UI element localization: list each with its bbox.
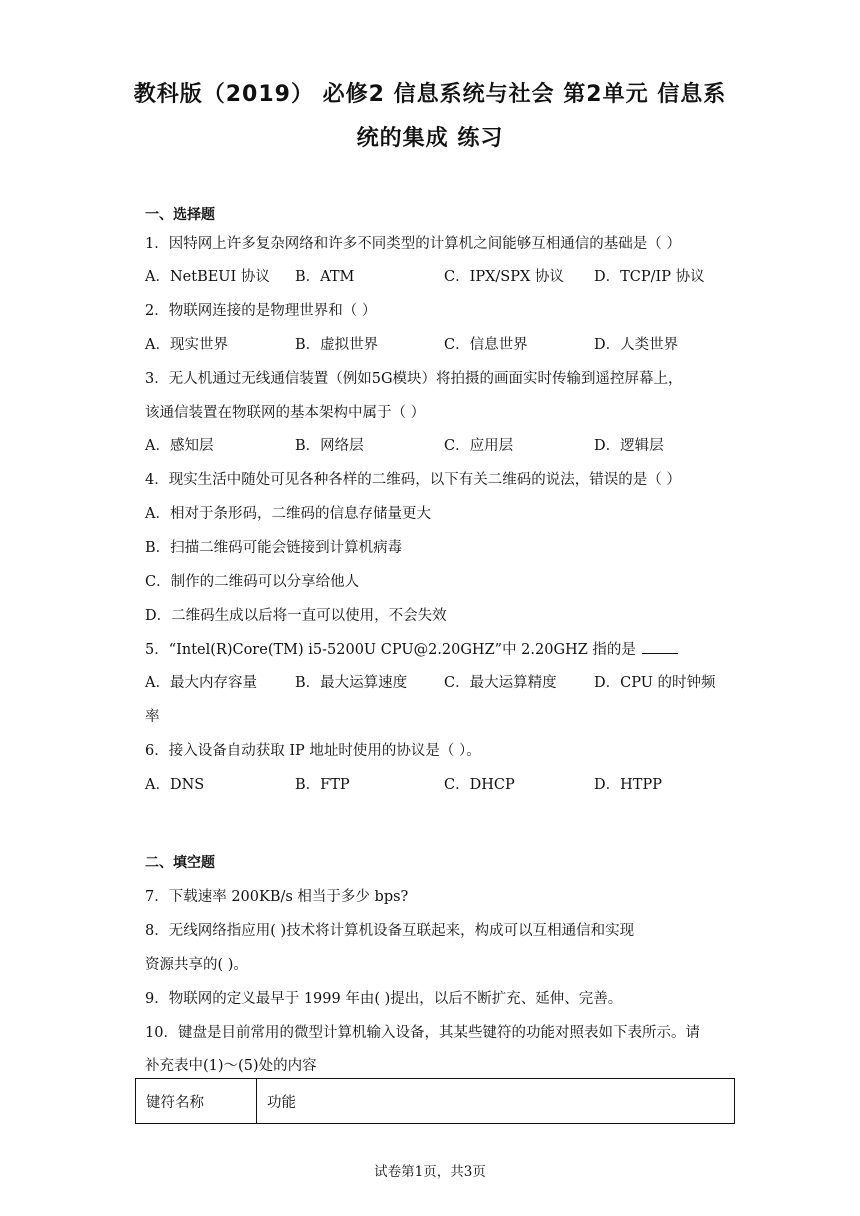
- q6-option-d: D．HTPP: [594, 777, 662, 793]
- key-function-table: [135, 1078, 735, 1124]
- q5-option-d: D．CPU 的时钟频: [594, 675, 716, 691]
- q5-option-c: C．最大运算精度: [444, 675, 557, 691]
- q6-option-c: C．DHCP: [444, 777, 515, 793]
- q2-option-a: A．现实世界: [145, 337, 228, 353]
- answer-blank: [642, 641, 678, 654]
- q2-option-c: C．信息世界: [444, 337, 528, 353]
- section-heading-fill: 二、填空题: [145, 855, 215, 871]
- q3-option-c: C．应用层: [444, 438, 514, 454]
- question-8-line1: 8．无线网络指应用( )技术将计算机设备互联起来，构成可以互相通信和实现: [145, 923, 635, 939]
- q6-option-a: A．DNS: [145, 777, 205, 793]
- question-9: 9．物联网的定义最早于 1999 年由( )提出，以后不断扩充、延伸、完善。: [145, 991, 623, 1007]
- question-5: [145, 638, 678, 659]
- question-5-text: 5．“Intel(R)Core(TM) i5-5200U CPU@2.20GHZ”中 2.20GHZ 指的是: [145, 642, 636, 658]
- page-title-line2: 统的集成 练习: [356, 126, 504, 151]
- q1-option-c: C．IPX/SPX 协议: [444, 269, 564, 285]
- question-8-line2: 资源共享的( )。: [145, 957, 248, 973]
- q1-option-a: A．NetBEUI 协议: [145, 269, 270, 285]
- q4-option-c: C．制作的二维码可以分享给他人: [145, 574, 360, 590]
- q4-option-a: A．相对于条形码，二维码的信息存储量更大: [145, 506, 431, 522]
- question-3-line1: 3．无人机通过无线通信装置（例如5G模块）将拍摄的画面实时传输到遥控屏幕上，: [145, 371, 683, 387]
- q1-option-d: D．TCP/IP 协议: [594, 269, 705, 285]
- table-header-function: 功能: [257, 1079, 735, 1124]
- q3-option-b: B．网络层: [295, 438, 364, 454]
- table-header-row: [136, 1079, 735, 1124]
- question-2: 2．物联网连接的是物理世界和（ ）: [145, 303, 377, 319]
- q5-option-a: A．最大内存容量: [145, 675, 257, 691]
- q1-option-b: B．ATM: [295, 269, 355, 285]
- q4-option-d: D．二维码生成以后将一直可以使用，不会失效: [145, 608, 447, 624]
- question-7: 7．下载速率 200KB/s 相当于多少 bps?: [145, 889, 409, 905]
- q2-option-b: B．虚拟世界: [295, 337, 379, 353]
- q3-option-d: D．逻辑层: [594, 438, 664, 454]
- section-heading-choice: 一、选择题: [145, 207, 215, 223]
- page-title-line1: 教科版（2019） 必修2 信息系统与社会 第2单元 信息系: [133, 82, 727, 107]
- question-6: 6．接入设备自动获取 IP 地址时使用的协议是（ ）。: [145, 743, 481, 759]
- page-footer: 试卷第1页，共3页: [374, 1164, 486, 1180]
- q5-option-b: B．最大运算速度: [295, 675, 408, 691]
- q3-option-a: A．感知层: [145, 438, 214, 454]
- question-1: 1．因特网上许多复杂网络和许多不同类型的计算机之间能够互相通信的基础是（ ）: [145, 236, 681, 252]
- q2-option-d: D．人类世界: [594, 337, 679, 353]
- q4-option-b: B．扫描二维码可能会链接到计算机病毒: [145, 540, 403, 556]
- q6-option-b: B．FTP: [295, 777, 350, 793]
- question-10-line1: 10．键盘是目前常用的微型计算机输入设备，其某些键符的功能对照表如下表所示。请: [145, 1025, 700, 1041]
- table-header-key-name: 键符名称: [136, 1079, 257, 1124]
- question-10-line2: 补充表中(1)～(5)处的内容: [145, 1058, 317, 1074]
- question-3-line2: 该通信装置在物联网的基本架构中属于（ ）: [145, 405, 426, 421]
- q5-option-d-wrap: 率: [145, 709, 160, 725]
- question-4: 4．现实生活中随处可见各种各样的二维码，以下有关二维码的说法，错误的是（ ）: [145, 472, 681, 488]
